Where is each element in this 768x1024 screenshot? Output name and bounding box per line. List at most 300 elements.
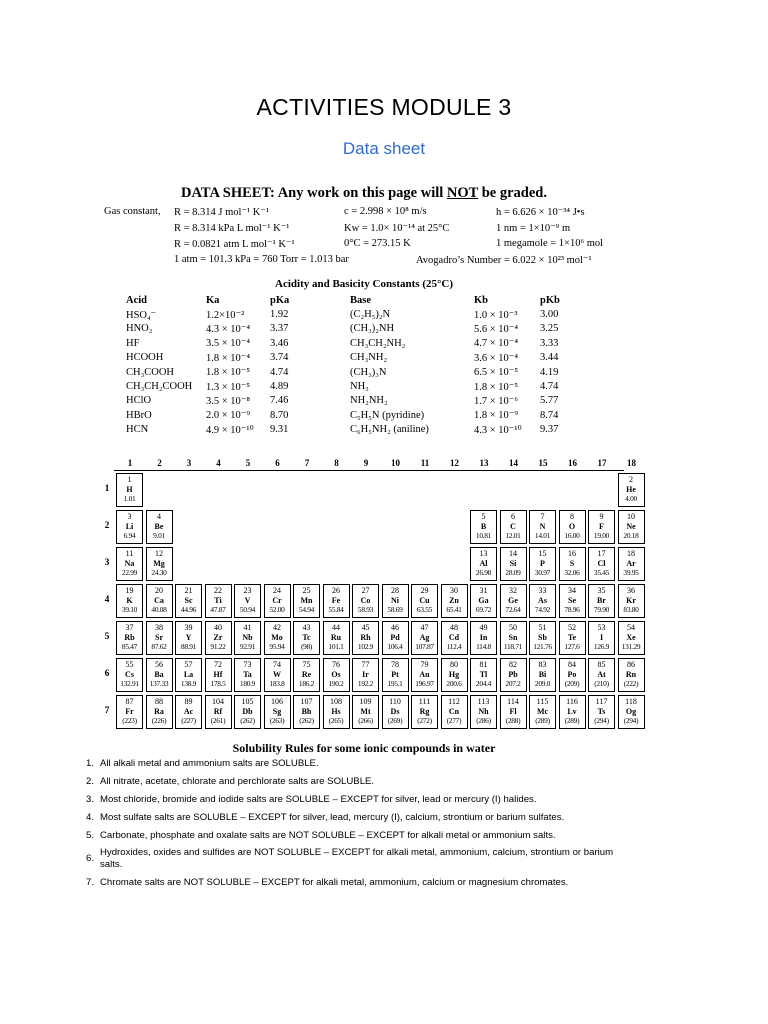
element-cell <box>264 658 291 692</box>
element-symbol: Bh <box>301 706 312 716</box>
element-cell <box>175 584 202 618</box>
period-number: 2 <box>104 521 110 531</box>
element-mass: (209) <box>564 679 580 688</box>
gas-constant-r1: R = 8.314 J mol⁻¹ K⁻¹ <box>174 207 270 218</box>
element-number: 43 <box>302 623 311 632</box>
acid-base-cell: HCOOH <box>126 352 164 364</box>
element-cell <box>382 658 409 692</box>
header-pkb: pKb <box>540 294 560 306</box>
element-symbol: Mn <box>300 595 313 605</box>
element-cell <box>234 621 261 655</box>
rule-text: Most chloride, bromide and iodide salts are SOLUBLE – EXCEPT for silver, lead or mercury (I) halides. <box>100 794 537 805</box>
element-mass: 47.87 <box>210 605 226 614</box>
element-cell <box>559 584 586 618</box>
page-subtitle: Data sheet <box>342 139 426 158</box>
element-cell <box>146 695 173 729</box>
element-number: 24 <box>273 586 281 595</box>
acid-base-cell: NH₂NH₂ <box>350 395 388 407</box>
element-cell <box>588 621 615 655</box>
rule-text: Most sulfate salts are SOLUBLE – EXCEPT for silver, lead, mercury (I), calcium, strontium or barium sulfates. <box>100 812 565 823</box>
acid-base-title: Acidity and Basicity Constants (25°C) <box>275 278 453 290</box>
element-cell <box>146 621 173 655</box>
element-cell <box>559 695 586 729</box>
element-mass: 12.01 <box>505 531 521 540</box>
element-number: 5 <box>481 512 486 521</box>
element-number: 53 <box>597 623 606 632</box>
element-mass: 131.29 <box>621 642 641 651</box>
element-mass: 20.18 <box>623 531 639 540</box>
acid-base-row <box>126 336 596 350</box>
period-number: 7 <box>104 706 110 716</box>
element-mass: 83.80 <box>623 605 639 614</box>
acid-base-cell: 1.92 <box>270 309 289 321</box>
header-pka: pKa <box>270 294 290 306</box>
element-symbol: Nb <box>242 632 253 642</box>
element-symbol: O <box>568 521 576 531</box>
element-mass: 127.6 <box>564 642 580 651</box>
element-number: 86 <box>627 660 635 669</box>
element-cell <box>529 547 556 581</box>
element-symbol: Ge <box>508 595 518 605</box>
element-mass: 126.9 <box>593 642 610 651</box>
acid-base-cell: 1.8 × 10⁻⁵ <box>206 367 250 379</box>
element-mass: (261) <box>210 716 226 725</box>
acid-base-cell: 4.89 <box>270 381 289 393</box>
gas-constant-r2: R = 8.314 kPa L mol⁻¹ K⁻¹ <box>174 223 290 234</box>
element-number: 34 <box>568 586 576 595</box>
element-number: 15 <box>538 549 547 558</box>
acid-base-cell: 4.9 × 10⁻¹⁰ <box>206 424 254 436</box>
element-number: 113 <box>477 697 490 706</box>
acid-base-cell: NH₃ <box>350 381 369 393</box>
element-symbol: As <box>538 595 547 605</box>
element-symbol: Ru <box>330 632 342 642</box>
acid-base-row <box>126 322 596 336</box>
element-number: 17 <box>597 549 606 558</box>
element-symbol: B <box>480 521 487 531</box>
element-mass: 106.4 <box>387 642 403 651</box>
zero-celsius: 0°C = 273.15 K <box>344 238 411 249</box>
element-symbol: At <box>597 669 606 679</box>
element-symbol: Og <box>625 706 637 716</box>
acid-base-cell: 1.2×10⁻² <box>206 309 245 321</box>
heading-emphasis: NOT <box>446 185 479 201</box>
element-symbol: Fe <box>331 595 341 605</box>
element-cell <box>500 621 527 655</box>
element-symbol: C <box>510 521 516 531</box>
acid-base-cell: 9.37 <box>540 424 559 436</box>
element-mass: 72.64 <box>505 605 521 614</box>
acid-base-cell: C₆H₅NH₂ (aniline) <box>350 424 429 436</box>
element-symbol: Be <box>154 521 164 531</box>
element-mass: 78.96 <box>564 605 580 614</box>
element-symbol: Lv <box>567 706 577 716</box>
element-cell <box>205 658 232 692</box>
element-cell <box>323 584 350 618</box>
element-symbol: K <box>126 595 133 605</box>
element-cell <box>559 510 586 544</box>
element-cell <box>588 695 615 729</box>
element-cell <box>529 695 556 729</box>
element-mass: (210) <box>594 679 609 688</box>
acid-base-cell: 3.37 <box>270 323 289 335</box>
element-number: 1 <box>127 475 132 484</box>
element-number: 52 <box>568 623 576 632</box>
element-number: 49 <box>479 623 488 632</box>
element-symbol: Cu <box>419 595 430 605</box>
gas-constant-label: Gas constant, <box>104 206 161 217</box>
period-number: 6 <box>104 669 110 679</box>
element-mass: 63.55 <box>416 605 433 614</box>
element-symbol: Ar <box>626 558 636 568</box>
element-cell <box>234 695 261 729</box>
element-symbol: Mo <box>271 632 283 642</box>
element-mass: 9.01 <box>153 531 165 540</box>
element-cell <box>500 658 527 692</box>
element-symbol: I <box>599 632 604 642</box>
element-cell <box>116 621 143 655</box>
element-symbol: P <box>540 558 545 568</box>
element-symbol: Cs <box>125 669 134 679</box>
group-number: 17 <box>597 458 607 468</box>
element-mass: 118.71 <box>503 642 523 651</box>
element-symbol: Au <box>419 669 430 679</box>
rule-number: 6. <box>86 853 95 864</box>
element-number: 21 <box>184 586 193 595</box>
element-number: 117 <box>595 697 608 706</box>
element-mass: 65.41 <box>446 605 462 614</box>
element-number: 112 <box>448 697 460 706</box>
acid-base-row <box>126 423 596 437</box>
element-mass: 74.92 <box>534 605 551 614</box>
heading-mid: Any work on this page will <box>274 185 447 201</box>
element-number: 13 <box>479 549 488 558</box>
element-mass: (294) <box>594 716 609 725</box>
element-cell <box>264 584 291 618</box>
element-symbol: Se <box>568 595 576 605</box>
element-number: 36 <box>627 586 635 595</box>
element-cell <box>293 621 320 655</box>
acid-base-row <box>126 394 596 408</box>
element-mass: 55.84 <box>328 605 344 614</box>
element-mass: 24.30 <box>151 568 167 577</box>
element-mass: (262) <box>299 716 314 725</box>
element-mass: 121.76 <box>533 642 552 651</box>
element-number: 109 <box>359 697 372 706</box>
element-symbol: He <box>626 484 636 494</box>
element-number: 30 <box>450 586 458 595</box>
element-symbol: S <box>569 558 575 568</box>
acid-base-cell: CH₃COOH <box>126 366 174 378</box>
element-cell <box>352 584 379 618</box>
element-cell <box>529 510 556 544</box>
group-number: 15 <box>538 458 548 468</box>
element-cell <box>175 658 202 692</box>
element-number: 105 <box>241 697 254 706</box>
element-number: 22 <box>214 586 222 595</box>
header-kb: Kb <box>474 294 489 306</box>
element-symbol: Mt <box>360 706 371 716</box>
element-mass: 91.22 <box>210 642 226 651</box>
element-mass: 54.94 <box>298 605 315 614</box>
element-symbol: Po <box>567 669 577 679</box>
heading-prefix: DATA SHEET: <box>181 185 275 201</box>
element-cell <box>441 695 468 729</box>
acid-base-cell: 2.0 × 10⁻⁹ <box>206 410 250 422</box>
element-mass: 16.00 <box>564 531 580 540</box>
element-cell <box>205 695 232 729</box>
element-cell <box>352 621 379 655</box>
element-number: 73 <box>243 660 252 669</box>
element-mass: 180.9 <box>239 679 256 688</box>
element-cell <box>116 547 143 581</box>
element-mass: 92.91 <box>239 642 256 651</box>
acid-base-cell: 4.74 <box>540 381 559 393</box>
element-symbol: Cl <box>597 558 606 568</box>
element-mass: 183.8 <box>269 679 285 688</box>
element-cell <box>146 584 173 618</box>
acid-base-row <box>126 365 596 379</box>
element-number: 44 <box>332 623 340 632</box>
element-number: 79 <box>420 660 429 669</box>
element-cell <box>116 695 143 729</box>
element-cell <box>441 621 468 655</box>
element-symbol: Na <box>124 558 135 568</box>
gas-constant-r3: R = 0.0821 atm L mol⁻¹ K⁻¹ <box>174 239 295 250</box>
element-symbol: In <box>479 632 488 642</box>
element-mass: 102.9 <box>357 642 374 651</box>
element-symbol: Ts <box>597 706 606 716</box>
element-number: 12 <box>155 549 163 558</box>
acid-base-table <box>126 293 596 437</box>
rule-text: Hydroxides, oxides and sulfides are NOT SOLUBLE – EXCEPT for alkali metal, ammonium, calcium, strontium or barium salts. <box>100 847 614 870</box>
element-number: 7 <box>540 512 545 521</box>
element-mass: 85.47 <box>121 642 138 651</box>
acid-base-cell: 3.46 <box>270 337 289 349</box>
group-number: 16 <box>568 458 577 468</box>
element-mass: 14.01 <box>534 531 551 540</box>
element-cell <box>470 658 497 692</box>
element-number: 77 <box>361 660 370 669</box>
element-mass: (265) <box>328 716 344 725</box>
rule-number: 3. <box>86 794 95 805</box>
element-cell <box>352 695 379 729</box>
element-symbol: Rf <box>213 706 223 716</box>
element-number: 4 <box>157 512 161 521</box>
element-cell <box>529 621 556 655</box>
element-mass: (269) <box>387 716 403 725</box>
element-number: 54 <box>627 623 635 632</box>
element-cell <box>411 584 438 618</box>
element-cell <box>116 658 143 692</box>
acid-base-row <box>126 307 596 321</box>
element-mass: (98) <box>300 642 313 651</box>
element-mass: 196.97 <box>415 679 434 688</box>
period-number: 4 <box>104 595 110 605</box>
element-cell <box>293 658 320 692</box>
element-cell <box>146 510 173 544</box>
element-number: 107 <box>300 697 313 706</box>
element-cell <box>116 584 143 618</box>
element-mass: 39.95 <box>623 568 639 577</box>
element-number: 83 <box>538 660 547 669</box>
element-symbol: Ni <box>391 595 399 605</box>
group-number: 6 <box>275 458 280 468</box>
element-symbol: Re <box>301 669 312 679</box>
element-number: 2 <box>629 475 633 484</box>
element-mass: (277) <box>446 716 462 725</box>
data-sheet-heading <box>104 185 624 202</box>
acid-base-cell: (CH₃)₂NH <box>350 323 395 335</box>
element-symbol: Ba <box>154 669 164 679</box>
element-symbol: Tl <box>479 669 488 679</box>
header-acid: Acid <box>126 294 147 306</box>
element-cell <box>323 658 350 692</box>
element-cell <box>559 658 586 692</box>
element-symbol: Ac <box>183 706 194 716</box>
rule-number: 4. <box>86 812 95 823</box>
element-number: 8 <box>570 512 574 521</box>
element-cell <box>470 695 497 729</box>
element-number: 46 <box>391 623 399 632</box>
element-symbol: H <box>126 484 133 494</box>
page-title: ACTIVITIES MODULE 3 <box>256 94 512 120</box>
element-symbol: Sg <box>272 706 282 716</box>
element-mass: (222) <box>623 679 639 688</box>
element-mass: (286) <box>476 716 491 725</box>
rule-text: Carbonate, phosphate and oxalate salts are NOT SOLUBLE – EXCEPT for alkali metal or ammonium salts. <box>100 830 556 841</box>
element-symbol: Br <box>597 595 606 605</box>
element-number: 104 <box>212 697 224 706</box>
element-cell <box>500 547 527 581</box>
element-symbol: Te <box>567 632 577 642</box>
element-symbol: Ti <box>214 595 222 605</box>
acid-base-cell: HNO₂ <box>126 323 153 335</box>
nanometer-def: 1 nm = 1×10⁻⁹ m <box>496 223 571 234</box>
element-cell <box>559 621 586 655</box>
element-number: 27 <box>361 586 370 595</box>
element-mass: (272) <box>417 716 432 725</box>
water-constant: Kw = 1.0× 10⁻¹⁴ at 25°C <box>344 223 450 234</box>
element-number: 81 <box>479 660 488 669</box>
element-mass: 88.91 <box>180 642 197 651</box>
solubility-title: Solubility Rules for some ionic compounds in water <box>232 741 496 755</box>
element-cell <box>411 621 438 655</box>
element-mass: 22.99 <box>121 568 138 577</box>
element-cell <box>205 621 232 655</box>
element-cell <box>116 473 143 507</box>
acid-base-cell: 9.31 <box>270 424 289 436</box>
element-symbol: Ne <box>626 521 636 531</box>
element-cell <box>529 584 556 618</box>
element-number: 39 <box>184 623 193 632</box>
acid-base-cell: CH₃CH₂NH₂ <box>350 337 406 349</box>
element-cell <box>146 658 173 692</box>
element-cell <box>588 658 615 692</box>
element-symbol: Ta <box>243 669 252 679</box>
element-number: 10 <box>627 512 635 521</box>
acid-base-cell: CH₃CH₂COOH <box>126 381 193 393</box>
element-symbol: Rn <box>625 669 637 679</box>
element-mass: 4.00 <box>625 494 637 503</box>
megamole-def: 1 megamole = 1×10⁶ mol <box>496 238 604 249</box>
element-symbol: Hs <box>331 706 341 716</box>
element-mass: 35.45 <box>593 568 610 577</box>
element-mass: 69.72 <box>475 605 492 614</box>
acid-base-row <box>126 408 596 422</box>
element-mass: 114.8 <box>476 642 491 651</box>
element-mass: 138.9 <box>180 679 197 688</box>
element-number: 23 <box>243 586 252 595</box>
element-mass: 204.4 <box>475 679 492 688</box>
element-cell <box>618 510 645 544</box>
element-number: 40 <box>214 623 222 632</box>
element-symbol: Li <box>125 521 134 531</box>
element-number: 78 <box>391 660 399 669</box>
element-number: 82 <box>509 660 517 669</box>
element-symbol: Fr <box>125 706 134 716</box>
element-number: 75 <box>302 660 311 669</box>
group-number: 4 <box>216 458 221 468</box>
element-symbol: Mg <box>153 558 165 568</box>
element-symbol: W <box>273 669 281 679</box>
element-symbol: Sr <box>155 632 163 642</box>
element-mass: 58.93 <box>357 605 374 614</box>
element-cell <box>323 695 350 729</box>
element-number: 88 <box>155 697 163 706</box>
element-cell <box>470 510 497 544</box>
element-cell <box>441 584 468 618</box>
element-number: 11 <box>125 549 134 558</box>
element-symbol: Si <box>509 558 517 568</box>
element-number: 85 <box>597 660 606 669</box>
element-cell <box>293 695 320 729</box>
element-cell <box>205 584 232 618</box>
element-cell <box>618 584 645 618</box>
element-cell <box>500 584 527 618</box>
element-mass: (226) <box>151 716 167 725</box>
rule-number: 1. <box>86 758 95 769</box>
element-mass: (289) <box>564 716 580 725</box>
acid-base-cell: 3.33 <box>540 337 559 349</box>
element-symbol: Pt <box>391 669 399 679</box>
element-cell <box>411 658 438 692</box>
element-mass: 40.08 <box>151 605 167 614</box>
element-mass: 101.1 <box>328 642 344 651</box>
element-number: 51 <box>538 623 547 632</box>
group-number: 9 <box>363 458 369 468</box>
element-cell <box>382 695 409 729</box>
element-symbol: F <box>599 521 604 531</box>
element-mass: 192.2 <box>357 679 374 688</box>
acid-base-cell: 8.70 <box>270 409 289 421</box>
element-symbol: Pd <box>390 632 400 642</box>
element-mass: 178.5 <box>210 679 226 688</box>
element-symbol: Kr <box>626 595 636 605</box>
element-mass: (227) <box>181 716 196 725</box>
header-ka: Ka <box>206 294 220 306</box>
acid-base-cell: (CH₃)₃N <box>350 366 387 378</box>
element-mass: 207.2 <box>505 679 521 688</box>
element-symbol: Cd <box>448 632 460 642</box>
rule-number: 7. <box>86 877 95 888</box>
element-symbol: Hg <box>448 669 460 679</box>
acid-base-cell: 4.3 × 10⁻⁴ <box>206 323 250 335</box>
acid-base-cell: 1.8 × 10⁻⁹ <box>474 410 518 422</box>
element-mass: (266) <box>358 716 373 725</box>
element-symbol: N <box>539 521 546 531</box>
group-number: 3 <box>186 458 192 468</box>
